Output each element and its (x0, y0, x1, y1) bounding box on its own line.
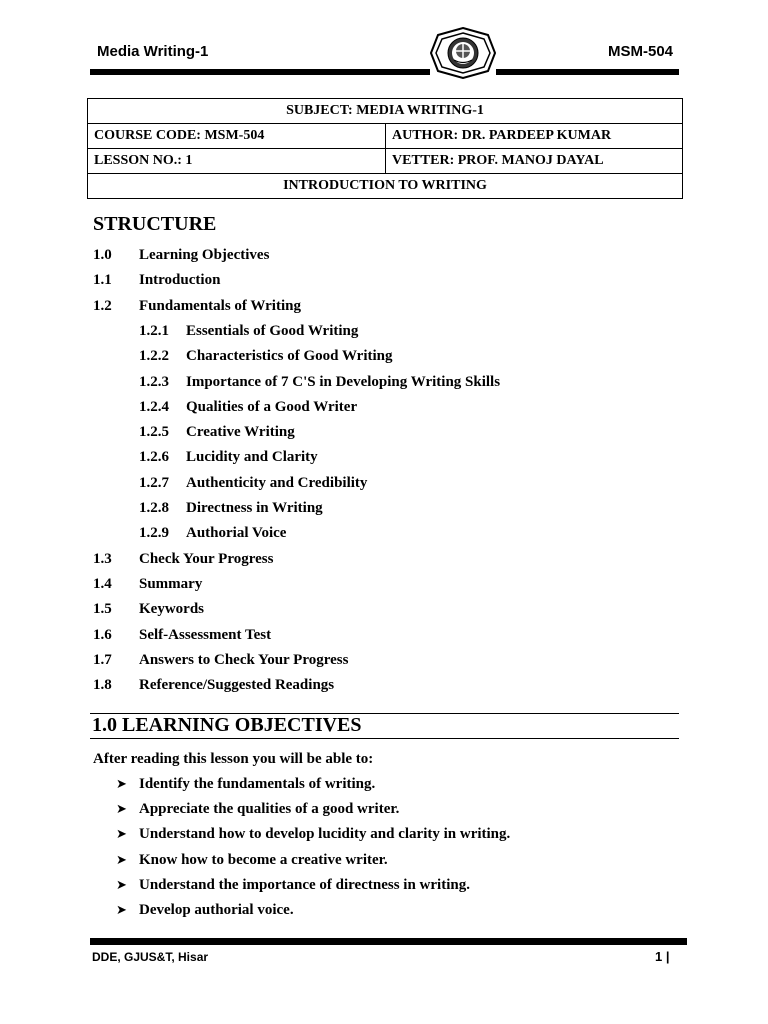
list-item-number: 1.2.9 (139, 525, 169, 542)
list-item-title: Creative Writing (186, 424, 295, 441)
list-item-number: 1.2 (93, 297, 112, 314)
objective-text: Understand the importance of directness in writing. (139, 876, 470, 893)
section-heading: 1.0 LEARNING OBJECTIVES (92, 714, 362, 736)
course-code-cell: COURSE CODE: MSM-504 (88, 124, 386, 149)
list-item-number: 1.2.2 (139, 348, 169, 365)
list-item-number: 1.1 (93, 272, 112, 289)
lesson-info-table (87, 98, 683, 199)
list-item-number: 1.0 (93, 247, 112, 263)
list-item-title: Check Your Progress (139, 550, 274, 567)
objective-text: Understand how to develop lucidity and clarity in writing. (139, 826, 511, 843)
list-item (116, 801, 399, 818)
list-item-number: 1.8 (93, 677, 112, 694)
objective-text: Identify the fundamentals of writing. (139, 776, 376, 792)
list-item-title: Qualities of a Good Writer (186, 398, 358, 415)
list-item-title: Directness in Writing (186, 500, 323, 516)
list-item-title: Fundamentals of Writing (139, 297, 301, 314)
footer-rule (90, 938, 687, 945)
objective-text: Know how to become a creative writer. (139, 851, 388, 868)
list-item (116, 902, 294, 919)
list-item (116, 852, 388, 869)
vetter-cell: VETTER: PROF. MANOJ DAYAL (386, 149, 683, 174)
list-item (116, 826, 510, 843)
list-item-title: Learning Objectives (139, 247, 270, 263)
list-item-title: Authorial Voice (186, 525, 287, 542)
list-item-title: Self-Assessment Test (139, 626, 272, 643)
list-item-number: 1.2.8 (139, 500, 169, 516)
arrowhead-bullet-icon: ➤ (116, 777, 127, 792)
arrowhead-bullet-icon: ➤ (116, 852, 127, 868)
list-item-title: Answers to Check Your Progress (139, 651, 349, 668)
list-item-number: 1.2.6 (139, 449, 169, 466)
section-rule-bottom (90, 738, 679, 739)
arrowhead-bullet-icon: ➤ (116, 903, 127, 918)
university-seal-icon (430, 27, 496, 79)
list-item-title: Essentials of Good Writing (186, 322, 359, 339)
objectives-intro: After reading this lesson you will be able to: (93, 751, 374, 767)
list-item-title: Introduction (139, 272, 221, 289)
footer-institution: DDE, GJUS&T, Hisar (92, 950, 209, 964)
list-item-title: Characteristics of Good Writing (186, 348, 393, 365)
list-item-number: 1.4 (93, 575, 112, 592)
table-row (88, 174, 683, 199)
list-item (116, 776, 375, 793)
page-number: 1 | (655, 949, 670, 964)
list-item-title: Reference/Suggested Readings (139, 677, 335, 694)
list-item-number: 1.6 (93, 626, 112, 643)
table-row (88, 149, 683, 174)
list-item-number: 1.2.7 (139, 474, 169, 491)
table-row (88, 124, 683, 149)
list-item-number: 1.2.3 (139, 373, 169, 390)
list-item-number: 1.2.4 (139, 398, 169, 415)
lesson-no-cell: LESSON NO.: 1 (88, 149, 386, 174)
list-item-title: Importance of 7 C'S in Developing Writing Skills (186, 373, 501, 390)
table-row (88, 99, 683, 124)
arrowhead-bullet-icon: ➤ (116, 827, 127, 843)
author-cell: AUTHOR: DR. PARDEEP KUMAR (386, 124, 683, 149)
list-item-number: 1.7 (93, 651, 112, 668)
list-item (116, 877, 470, 894)
arrowhead-bullet-icon: ➤ (116, 802, 127, 818)
list-item-title: Lucidity and Clarity (186, 449, 318, 466)
list-item-title: Keywords (139, 601, 204, 618)
objective-text: Develop authorial voice. (139, 902, 294, 918)
header-course-title: Media Writing-1 (97, 43, 209, 60)
subject-cell: SUBJECT: MEDIA WRITING-1 (88, 99, 683, 124)
list-item-number: 1.3 (93, 550, 112, 567)
list-item-number: 1.5 (93, 601, 112, 618)
arrowhead-bullet-icon: ➤ (116, 877, 127, 893)
header-rule (90, 69, 679, 75)
list-item-title: Summary (139, 575, 203, 592)
header-course-code: MSM-504 (608, 43, 674, 60)
list-item-title: Authenticity and Credibility (186, 474, 368, 491)
list-item-number: 1.2.1 (139, 322, 169, 339)
objective-text: Appreciate the qualities of a good writer. (139, 801, 400, 818)
lesson-title-cell: INTRODUCTION TO WRITING (88, 174, 683, 199)
structure-heading: STRUCTURE (93, 213, 217, 235)
list-item-number: 1.2.5 (139, 424, 169, 441)
